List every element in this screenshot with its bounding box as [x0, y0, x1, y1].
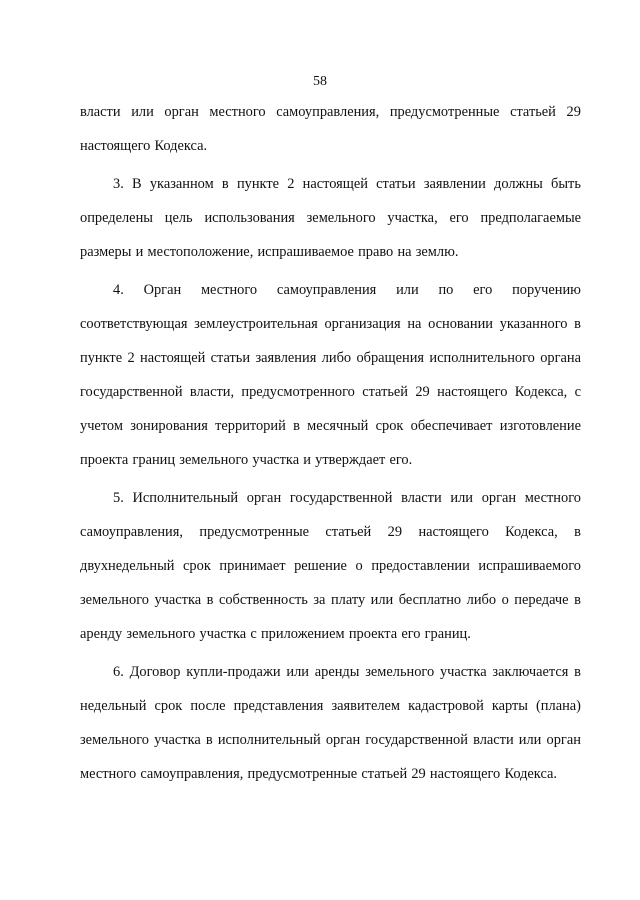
text-line: пункте 2 настоящей статьи заявления либо обращения исполнительного органа: [80, 350, 581, 366]
document-body: [80, 95, 581, 791]
text-line: двухнедельный срок принимает решение о предоставлении испрашиваемого: [80, 558, 581, 574]
text-line: власти или орган местного самоуправления, предусмотренные статьей 29: [80, 104, 581, 120]
text-line: 4. Орган местного самоуправления или по его поручению: [113, 282, 581, 298]
text-line: размеры и местоположение, испрашиваемое право на землю.: [80, 244, 459, 260]
text-line: земельного участка в исполнительный орган государственной власти или орган: [80, 732, 581, 748]
text-line: самоуправления, предусмотренные статьей 29 настоящего Кодекса, в: [80, 524, 581, 540]
text-line: учетом зонирования территорий в месячный срок обеспечивает изготовление: [80, 418, 581, 434]
text-line: местного самоуправления, предусмотренные статьей 29 настоящего Кодекса.: [80, 766, 557, 782]
text-line: государственной власти, предусмотренного статьей 29 настоящего Кодекса, с: [80, 384, 581, 400]
text-line: определены цель использования земельного участка, его предполагаемые: [80, 210, 581, 226]
text-line: аренду земельного участка с приложением проекта его границ.: [80, 626, 471, 642]
text-line: проекта границ земельного участка и утверждает его.: [80, 452, 413, 468]
text-line: настоящего Кодекса.: [80, 138, 208, 154]
text-line: 3. В указанном в пункте 2 настоящей статьи заявлении должны быть: [113, 176, 581, 192]
page-number: 58: [313, 74, 327, 89]
text-line: земельного участка в собственность за плату или бесплатно либо о передаче в: [80, 592, 581, 608]
text-line: 6. Договор купли-продажи или аренды земельного участка заключается в: [113, 664, 581, 680]
text-line: 5. Исполнительный орган государственной власти или орган местного: [113, 490, 581, 506]
text-line: соответствующая землеустроительная организация на основании указанного в: [80, 316, 581, 332]
text-line: недельный срок после представления заявителем кадастровой карты (плана): [80, 698, 581, 714]
